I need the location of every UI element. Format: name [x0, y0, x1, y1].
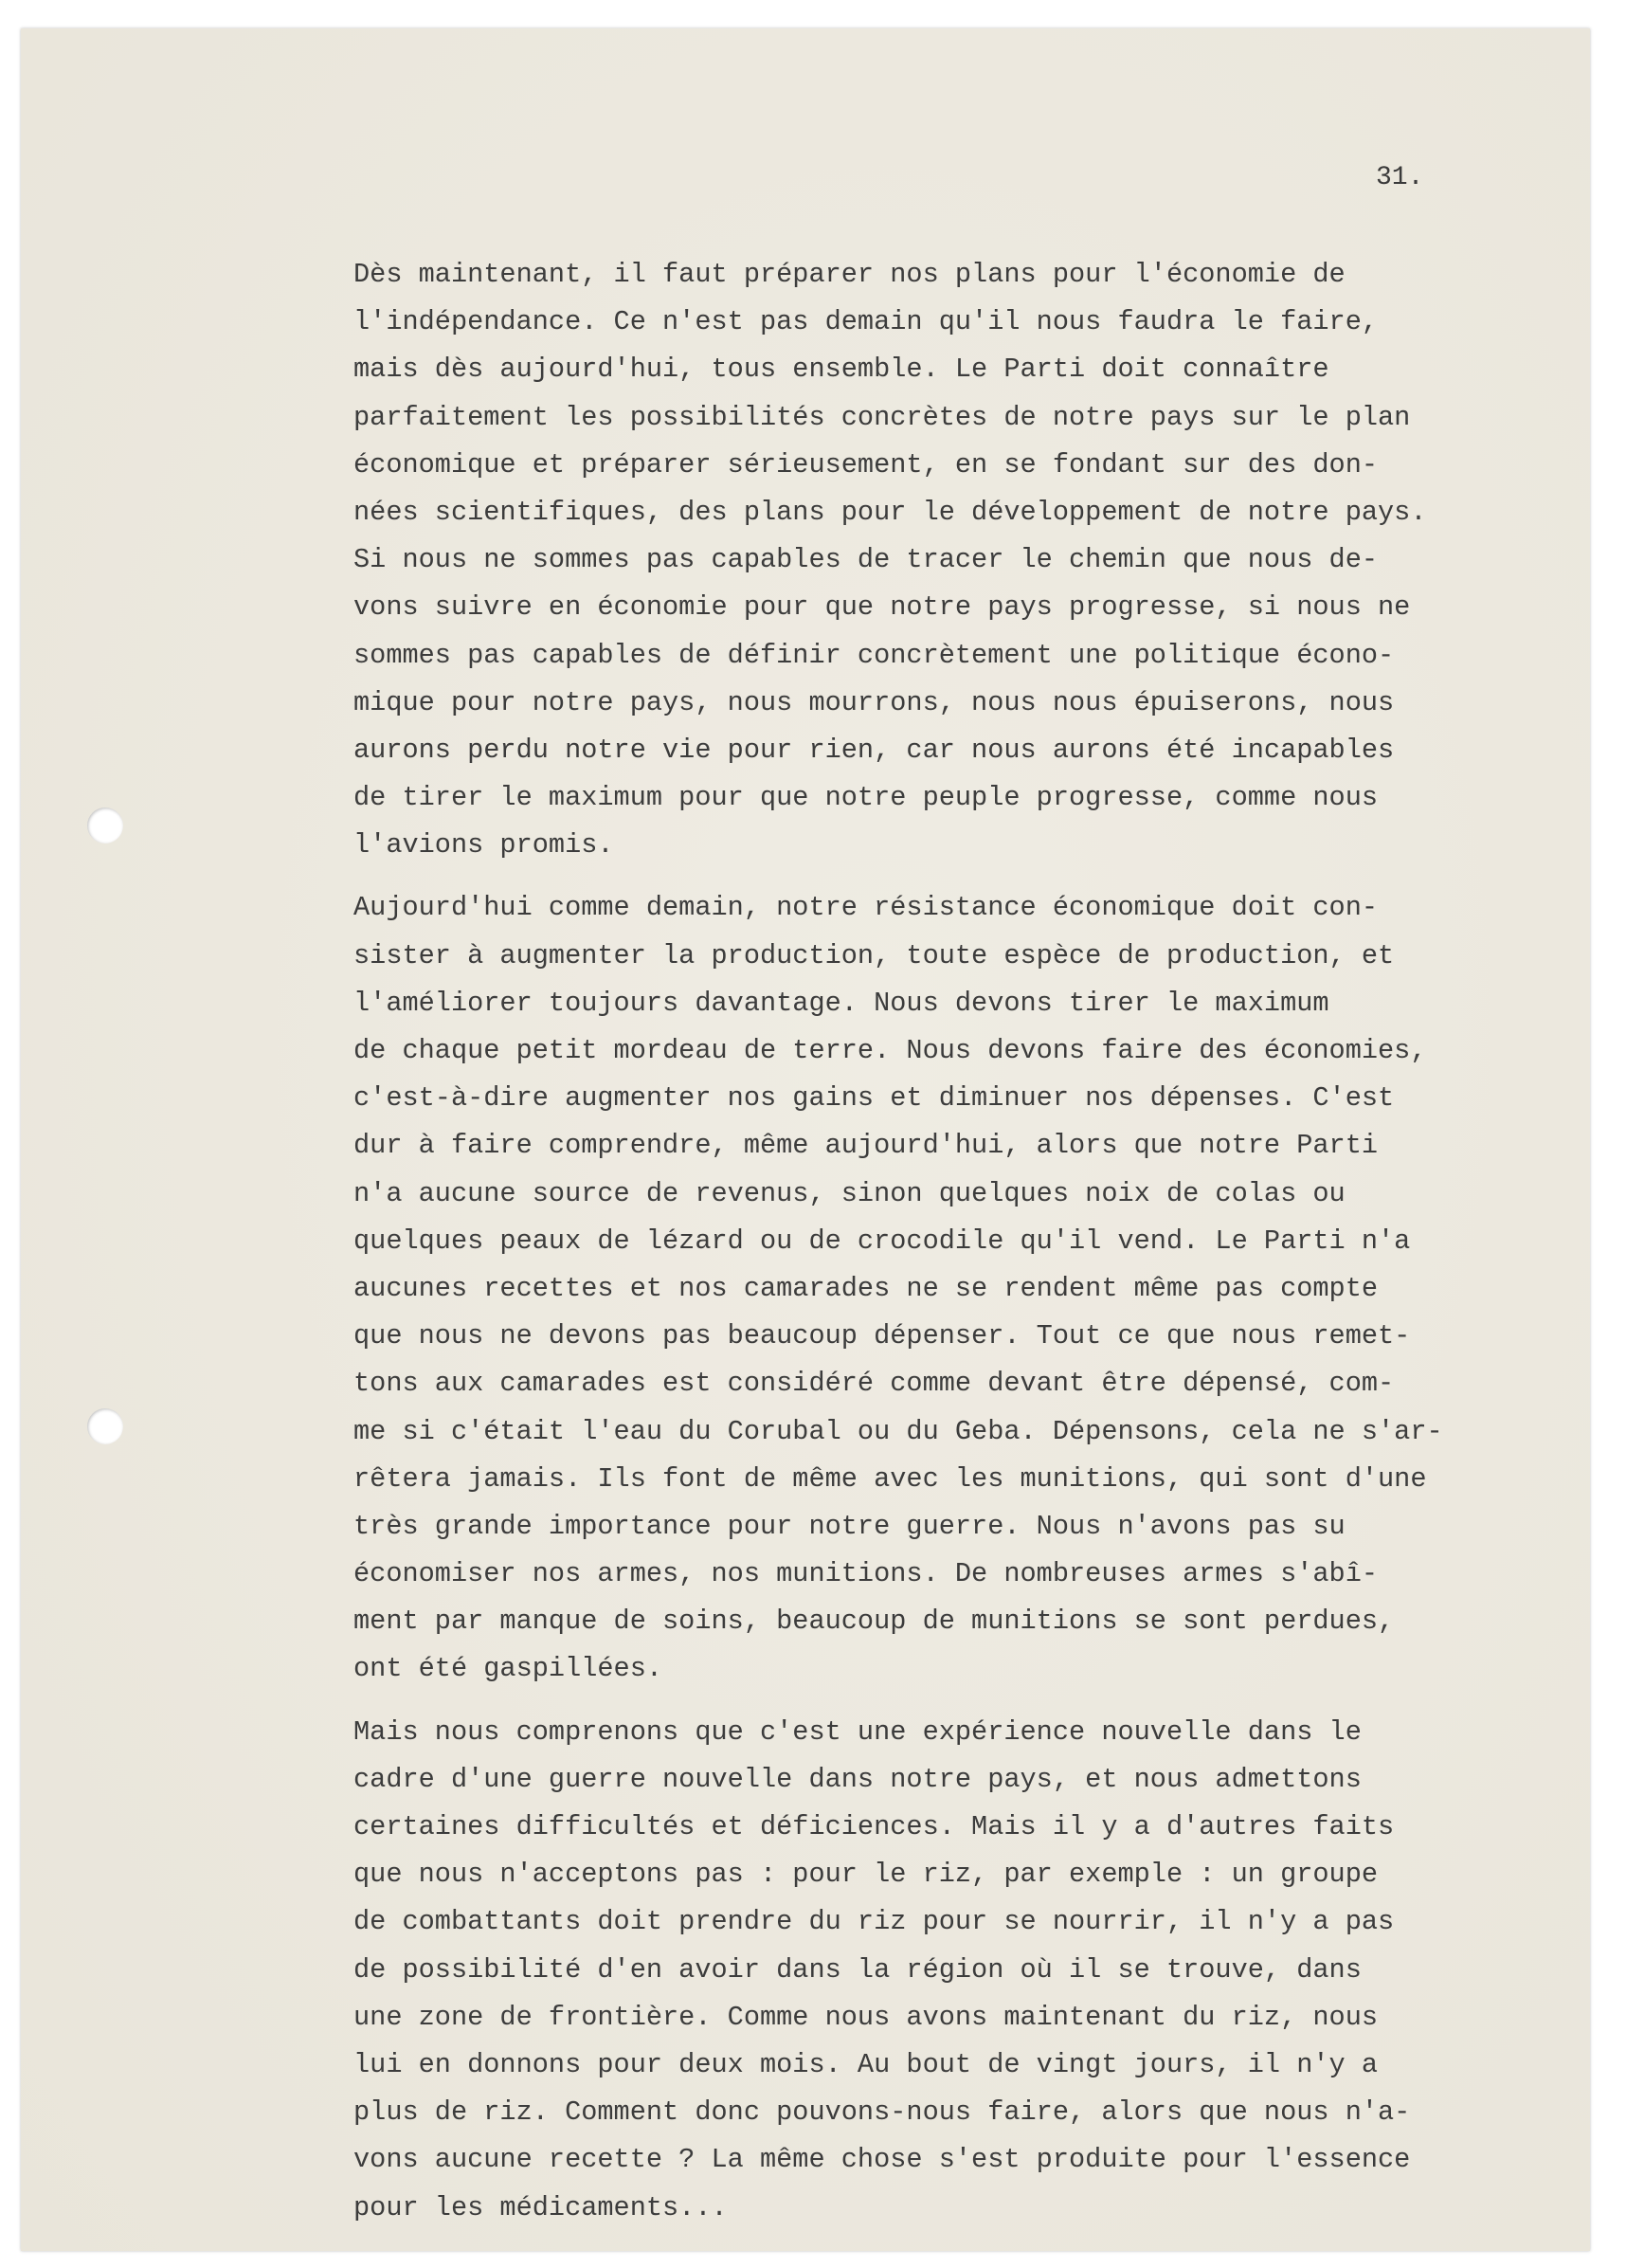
text-line: tons aux camarades est considéré comme devant être dépensé, com- [353, 1368, 1395, 1400]
text-line: mais dès aujourd'hui, tous ensemble. Le Parti doit connaître [353, 354, 1329, 386]
punch-hole-bottom [87, 1408, 123, 1444]
text-line: vons aucune recette ? La même chose s'est produite pour l'essence [353, 2144, 1411, 2176]
paragraph [353, 1709, 1595, 2232]
text-line: économique et préparer sérieusement, en se fondant sur des don- [353, 448, 1379, 481]
text-line: de chaque petit mordeau de terre. Nous devons faire des économies, [353, 1035, 1427, 1066]
text-line: de tirer le maximum pour que notre peuple progresse, comme nous [353, 782, 1379, 814]
text-line: n'a aucune source de revenus, sinon quelques noix de colas ou [353, 1177, 1346, 1209]
text-line: lui en donnons pour deux mois. Au bout de vingt jours, il n'y a [353, 2048, 1379, 2080]
punch-hole-top [87, 807, 123, 844]
text-line: mique pour notre pays, nous mourrons, nous nous épuiserons, nous [353, 686, 1395, 718]
text-line: aurons perdu notre vie pour rien, car nous aurons été incapables [353, 734, 1395, 766]
paragraph [353, 251, 1595, 869]
text-line: sommes pas capables de définir concrètement une politique écono- [353, 639, 1395, 671]
text-line: Si nous ne sommes pas capables de tracer le chemin que nous de- [353, 544, 1379, 576]
page-number: 31. [1376, 163, 1424, 192]
text-line: quelques peaux de lézard ou de crocodile qu'il vend. Le Parti n'a [353, 1225, 1411, 1257]
text-line: plus de riz. Comment donc pouvons-nous faire, alors que nous n'a- [353, 2096, 1411, 2129]
text-line: de possibilité d'en avoir dans la région où il se trouve, dans [353, 1953, 1362, 1986]
text-line: ment par manque de soins, beaucoup de munitions se sont perdues, [353, 1606, 1395, 1638]
text-line: rêtera jamais. Ils font de même avec les munitions, qui sont d'une [353, 1462, 1427, 1495]
text-line: parfaitement les possibilités concrètes de notre pays sur le plan [353, 401, 1411, 433]
text-line: ont été gaspillées. [353, 1653, 663, 1685]
text-line: pour les médicaments... [353, 2191, 728, 2223]
text-line: Mais nous comprenons que c'est une expérience nouvelle dans le [353, 1715, 1362, 1748]
text-line: très grande importance pour notre guerre. Nous n'avons pas su [353, 1510, 1346, 1542]
document-body [353, 251, 1595, 2232]
text-line: une zone de frontière. Comme nous avons maintenant du riz, nous [353, 2001, 1379, 2033]
text-line: me si c'était l'eau du Corubal ou du Geba. Dépensons, cela ne s'ar- [353, 1415, 1443, 1447]
text-line: cadre d'une guerre nouvelle dans notre pays, et nous admettons [353, 1763, 1362, 1795]
text-line: sister à augmenter la production, toute espèce de production, et [353, 939, 1395, 971]
text-line: l'avions promis. [353, 829, 614, 862]
text-line: certaines difficultés et déficiences. Mais il y a d'autres faits [353, 1811, 1395, 1842]
text-line: que nous n'acceptons pas : pour le riz, par exemple : un groupe [353, 1859, 1379, 1891]
text-line: nées scientifiques, des plans pour le développement de notre pays. [353, 496, 1427, 528]
text-line: vons suivre en économie pour que notre pays progresse, si nous ne [353, 591, 1411, 624]
text-line: Aujourd'hui comme demain, notre résistance économique doit con- [353, 892, 1379, 924]
text-line: que nous ne devons pas beaucoup dépenser. Tout ce que nous remet- [353, 1320, 1411, 1352]
text-line: Dès maintenant, il faut préparer nos plans pour l'économie de [353, 259, 1346, 290]
text-line: économiser nos armes, nos munitions. De nombreuses armes s'abî- [353, 1558, 1379, 1590]
text-line: l'améliorer toujours davantage. Nous devons tirer le maximum [353, 987, 1329, 1019]
text-line: aucunes recettes et nos camarades ne se rendent même pas compte [353, 1272, 1379, 1304]
text-line: dur à faire comprendre, même aujourd'hui, alors que notre Parti [353, 1130, 1379, 1162]
text-line: de combattants doit prendre du riz pour se nourrir, il n'y a pas [353, 1906, 1395, 1938]
text-line: l'indépendance. Ce n'est pas demain qu'il nous faudra le faire, [353, 306, 1379, 338]
text-line: c'est-à-dire augmenter nos gains et diminuer nos dépenses. C'est [353, 1082, 1395, 1115]
paragraph [353, 884, 1595, 1693]
